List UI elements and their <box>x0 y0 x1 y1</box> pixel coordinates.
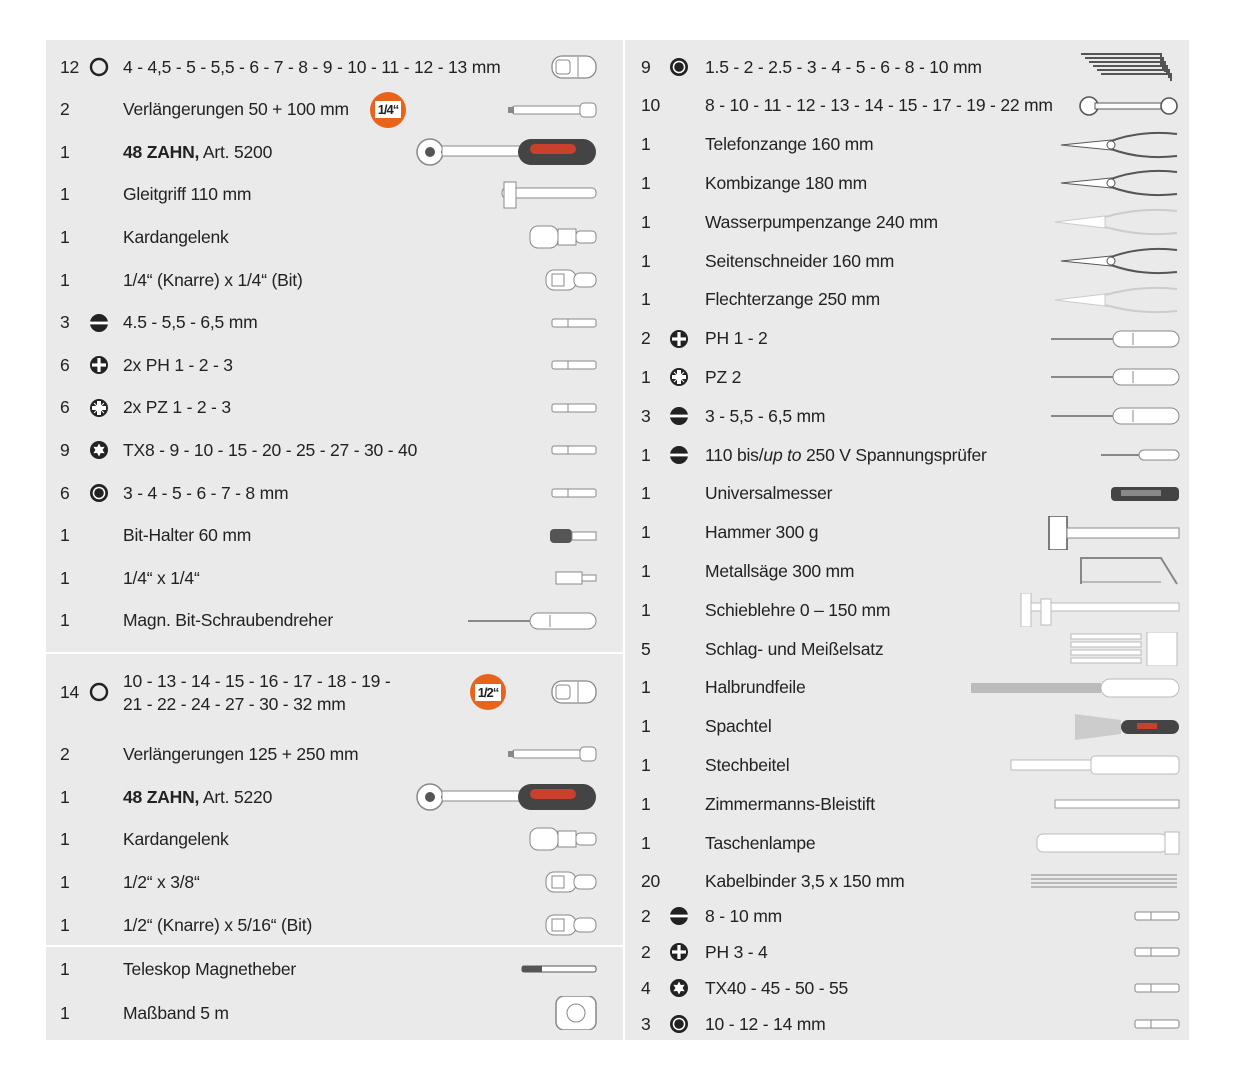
list-item <box>641 475 1181 513</box>
bit-icon <box>378 306 598 345</box>
list-item <box>60 559 598 597</box>
list-item <box>60 994 598 1032</box>
item-quantity: 1 <box>60 610 70 631</box>
item-quantity: 4 <box>641 977 651 998</box>
item-text: Teleskop Magnetheber <box>123 958 297 979</box>
slotted-icon <box>668 905 690 927</box>
list-item <box>641 552 1181 590</box>
adapter-icon <box>378 865 598 904</box>
item-quantity: 1 <box>641 483 651 504</box>
chisels-icon <box>951 632 1181 671</box>
item-quantity: 6 <box>60 482 70 503</box>
item-description <box>705 600 890 621</box>
item-description <box>705 367 741 388</box>
item-quantity: 1 <box>60 567 70 588</box>
item-description <box>705 445 987 466</box>
item-description <box>123 568 200 589</box>
item-quantity: 1 <box>60 269 70 290</box>
item-text: 1/4“ (Knarre) x 1/4“ (Bit) <box>123 269 303 290</box>
list-item <box>60 346 598 384</box>
item-description <box>705 212 938 233</box>
bit-icon <box>951 1007 1181 1046</box>
item-quantity: 1 <box>60 226 70 247</box>
item-text: Maßband 5 m <box>123 1002 229 1023</box>
item-quantity: 9 <box>641 56 651 77</box>
item-description <box>705 251 894 272</box>
list-item <box>60 389 598 427</box>
item-quantity: 1 <box>60 786 70 807</box>
item-description <box>705 406 825 427</box>
item-quantity: 1 <box>641 560 651 581</box>
list-item <box>60 671 598 714</box>
flashlight-icon <box>951 826 1181 865</box>
item-text: PH 1 - 2 <box>705 328 768 349</box>
tester-icon <box>951 438 1181 477</box>
slotted-icon <box>668 405 690 427</box>
item-text: Kombizange 180 mm <box>705 172 867 193</box>
item-description <box>705 561 854 582</box>
item-quantity: 1 <box>641 832 651 853</box>
item-description <box>705 173 867 194</box>
item-description <box>123 312 258 333</box>
list-item <box>641 863 1181 901</box>
item-text-after: 250 V Spannungsprüfer <box>801 444 987 465</box>
item-description <box>123 787 272 808</box>
badge-label: 1/2“ <box>475 684 502 701</box>
item-text: Verlängerungen 50 + 100 mm <box>123 99 349 120</box>
ujoint-icon <box>378 220 598 259</box>
item-description <box>123 610 333 631</box>
list-item <box>60 304 598 342</box>
badge-label: 1/4“ <box>375 101 402 118</box>
item-text: 3 - 4 - 5 - 6 - 7 - 8 mm <box>123 482 289 503</box>
list-item <box>641 630 1181 668</box>
screwdriver-icon <box>951 399 1181 438</box>
item-text-line2: 21 - 22 - 24 - 27 - 30 - 32 mm <box>123 694 346 714</box>
bit-icon <box>378 391 598 430</box>
item-quantity: 6 <box>60 354 70 375</box>
tape-icon <box>378 996 598 1035</box>
list-item <box>641 436 1181 474</box>
screwdriver-icon <box>951 322 1181 361</box>
list-item <box>641 969 1181 1007</box>
tbar-icon <box>378 178 598 217</box>
list-item <box>60 48 598 86</box>
list-item <box>60 602 598 640</box>
item-text: 1/2“ (Knarre) x 5/16“ (Bit) <box>123 914 313 935</box>
saw-icon <box>951 554 1181 593</box>
item-quantity: 2 <box>641 328 651 349</box>
item-quantity: 1 <box>641 754 651 775</box>
item-quantity: 1 <box>60 914 70 935</box>
item-quantity: 2 <box>641 905 651 926</box>
item-text: 8 - 10 mm <box>705 905 782 926</box>
list-item <box>60 735 598 773</box>
item-text: Kabelbinder 3,5 x 150 mm <box>705 871 905 892</box>
extension-icon <box>378 93 598 132</box>
item-quantity: 5 <box>641 638 651 659</box>
adapter-icon <box>378 263 598 302</box>
item-description <box>705 794 875 815</box>
pliers-light-icon <box>951 283 1181 322</box>
item-text: PZ 2 <box>705 366 742 387</box>
item-quantity: 2 <box>60 99 70 120</box>
hex-socket-icon <box>88 681 110 703</box>
item-text: Spachtel <box>705 716 772 737</box>
bit-icon <box>378 476 598 515</box>
item-text: Verlängerungen 125 + 250 mm <box>123 743 359 764</box>
list-item <box>60 431 598 469</box>
item-description <box>705 639 883 660</box>
screwdriver-icon <box>951 360 1181 399</box>
item-text: Magn. Bit-Schraubendreher <box>123 610 333 631</box>
item-text: 3 - 5,5 - 6,5 mm <box>705 405 826 426</box>
item-text: 1.5 - 2 - 2.5 - 3 - 4 - 5 - 6 - 8 - 10 mm <box>705 56 982 77</box>
item-quantity: 20 <box>641 871 661 892</box>
item-quantity: 1 <box>641 366 651 387</box>
item-text: Metallsäge 300 mm <box>705 560 855 581</box>
list-item <box>641 669 1181 707</box>
item-text: Stechbeitel <box>705 754 790 775</box>
list-item <box>60 863 598 901</box>
item-text: 1/2“ x 3/8“ <box>123 871 200 892</box>
adapter-small-icon <box>378 561 598 600</box>
item-description <box>705 755 789 776</box>
item-quantity: 1 <box>641 250 651 271</box>
list-item <box>60 906 598 944</box>
item-text: Bit-Halter 60 mm <box>123 525 252 546</box>
item-text: 10 - 13 - 14 - 15 - 16 - 17 - 18 - 19 - <box>123 671 391 691</box>
list-item <box>641 48 1181 86</box>
item-quantity: 3 <box>60 312 70 333</box>
pliers-icon <box>951 244 1181 283</box>
item-quantity: 2 <box>641 941 651 962</box>
item-description <box>123 99 349 120</box>
pliers-icon <box>951 128 1181 167</box>
item-text: Hammer 300 g <box>705 522 819 543</box>
list-item <box>641 591 1181 629</box>
item-description <box>123 671 390 715</box>
item-quantity: 2 <box>60 743 70 764</box>
item-quantity: 1 <box>641 444 651 465</box>
item-text: 2x PZ 1 - 2 - 3 <box>123 397 231 418</box>
item-description <box>705 1014 826 1035</box>
item-quantity: 3 <box>641 1013 651 1034</box>
item-description <box>123 829 229 850</box>
item-text: TX8 - 9 - 10 - 15 - 20 - 25 - 27 - 30 - 40 <box>123 439 418 460</box>
list-item <box>60 218 598 256</box>
list-item <box>641 824 1181 862</box>
woodchisel-icon <box>951 748 1181 787</box>
caliper-icon <box>951 593 1181 632</box>
list-item <box>641 126 1181 164</box>
item-quantity: 10 <box>641 95 661 116</box>
item-quantity: 1 <box>60 525 70 546</box>
item-text: Gleitgriff 110 mm <box>123 184 252 205</box>
item-description <box>123 872 200 893</box>
item-quantity: 1 <box>60 1002 70 1023</box>
list-item <box>60 820 598 858</box>
hex-icon <box>668 1013 690 1035</box>
pozidriv-icon <box>668 366 690 388</box>
item-text: Kardangelenk <box>123 828 229 849</box>
bit-icon <box>378 433 598 472</box>
telescope-icon <box>378 952 598 991</box>
slotted-icon <box>668 444 690 466</box>
item-description <box>123 744 358 765</box>
item-description <box>123 270 303 291</box>
item-quantity: 1 <box>641 716 651 737</box>
item-text: 1/4“ x 1/4“ <box>123 567 200 588</box>
item-text-italic: up to <box>763 444 802 465</box>
item-text: 10 - 12 - 14 mm <box>705 1013 826 1034</box>
slotted-icon <box>88 312 110 334</box>
hex-icon <box>668 56 690 78</box>
item-text: Kardangelenk <box>123 226 229 247</box>
item-description <box>123 142 272 163</box>
item-quantity: 1 <box>60 141 70 162</box>
item-text: Taschenlampe <box>705 832 816 853</box>
list-item <box>641 708 1181 746</box>
item-text: 110 bis/ <box>705 444 764 465</box>
item-text: Zimmermanns-Bleistift <box>705 793 875 814</box>
item-description <box>705 906 782 927</box>
item-description <box>123 1003 229 1024</box>
item-description <box>705 833 815 854</box>
ratchet-icon <box>378 780 598 819</box>
item-description <box>123 227 229 248</box>
list-item <box>60 91 598 129</box>
pozidriv-icon <box>88 397 110 419</box>
list-item <box>60 474 598 512</box>
item-quantity: 14 <box>60 681 80 702</box>
item-quantity: 1 <box>641 134 651 155</box>
allen-icon <box>951 50 1181 89</box>
item-quantity: 9 <box>60 439 70 460</box>
item-description <box>705 677 806 698</box>
list-item <box>641 164 1181 202</box>
item-quantity: 1 <box>641 522 651 543</box>
item-quantity: 1 <box>641 599 651 620</box>
list-item <box>641 897 1181 935</box>
item-quantity: 3 <box>641 405 651 426</box>
item-description <box>705 57 982 78</box>
list-item <box>60 950 598 988</box>
list-item <box>641 320 1181 358</box>
item-description <box>705 134 873 155</box>
bitholder-icon <box>378 519 598 558</box>
socket-icon <box>378 50 598 89</box>
torx-icon <box>668 977 690 999</box>
item-description <box>705 483 832 504</box>
ujoint-icon <box>378 822 598 861</box>
item-text: Art. 5200 <box>199 141 273 162</box>
item-text: PH 3 - 4 <box>705 941 768 962</box>
item-quantity: 1 <box>60 828 70 849</box>
screwdriver-icon <box>378 604 598 643</box>
adapter-icon <box>378 908 598 947</box>
item-text: TX40 - 45 - 50 - 55 <box>705 977 849 998</box>
item-text: Telefonzange 160 mm <box>705 134 874 155</box>
item-quantity: 1 <box>641 211 651 232</box>
item-text: Wasserpumpenzange 240 mm <box>705 211 938 232</box>
divider-left-1 <box>46 652 623 654</box>
item-text: Universalmesser <box>705 483 833 504</box>
list-item <box>60 778 598 816</box>
item-text: 2x PH 1 - 2 - 3 <box>123 354 233 375</box>
item-description <box>123 525 251 546</box>
item-description <box>705 942 768 963</box>
item-quantity: 1 <box>641 172 651 193</box>
knife-icon <box>951 477 1181 516</box>
item-quantity: 1 <box>60 184 70 205</box>
item-description <box>123 184 251 205</box>
item-text: Flechterzange 250 mm <box>705 289 880 310</box>
item-quantity: 1 <box>641 677 651 698</box>
item-quantity: 12 <box>60 56 80 77</box>
item-text: Art. 5220 <box>199 786 273 807</box>
item-description <box>123 355 233 376</box>
list-item <box>60 133 598 171</box>
list-item <box>641 933 1181 971</box>
item-description <box>123 440 417 461</box>
torx-icon <box>88 439 110 461</box>
item-description <box>705 716 772 737</box>
item-description <box>123 959 296 980</box>
list-item <box>641 514 1181 552</box>
item-text: Schlag- und Meißelsatz <box>705 638 884 659</box>
item-quantity: 1 <box>641 793 651 814</box>
list-item <box>641 281 1181 319</box>
list-item <box>641 397 1181 435</box>
item-quantity: 1 <box>641 289 651 310</box>
item-text: Schieblehre 0 – 150 mm <box>705 599 891 620</box>
list-item <box>641 746 1181 784</box>
ratchet-icon <box>378 135 598 174</box>
bit-icon <box>378 348 598 387</box>
list-item <box>641 203 1181 241</box>
list-item <box>641 87 1181 125</box>
item-quantity: 1 <box>60 871 70 892</box>
phillips-icon <box>88 354 110 376</box>
list-item <box>641 242 1181 280</box>
phillips-icon <box>668 328 690 350</box>
pliers-icon <box>951 166 1181 205</box>
list-item <box>60 517 598 555</box>
phillips-icon <box>668 941 690 963</box>
socket-icon <box>378 675 598 714</box>
item-text: Halbrundfeile <box>705 677 806 698</box>
item-quantity: 6 <box>60 397 70 418</box>
item-description <box>705 522 818 543</box>
item-text: Seitenschneider 160 mm <box>705 250 895 271</box>
item-description <box>123 397 231 418</box>
item-description <box>705 328 768 349</box>
list-item <box>641 358 1181 396</box>
wrench-icon <box>951 89 1181 128</box>
list-item <box>60 176 598 214</box>
item-text: 4 - 4,5 - 5 - 5,5 - 6 - 7 - 8 - 9 - 10 - 11 - 12 - 13 mm <box>123 56 501 77</box>
item-description <box>123 483 288 504</box>
pencil-icon <box>951 787 1181 826</box>
item-description <box>123 915 312 936</box>
item-description <box>705 289 880 310</box>
item-description <box>705 871 904 892</box>
item-text: 8 - 10 - 11 - 12 - 13 - 14 - 15 - 17 - 19 - 22 mm <box>705 95 1053 116</box>
item-brand: 48 ZAHN, <box>123 141 200 162</box>
item-text: 4.5 - 5,5 - 6,5 mm <box>123 312 258 333</box>
item-brand: 48 ZAHN, <box>123 786 200 807</box>
item-description <box>705 978 848 999</box>
list-item <box>60 261 598 299</box>
list-item <box>641 785 1181 823</box>
file-icon <box>951 671 1181 710</box>
item-quantity: 1 <box>60 958 70 979</box>
extension-icon <box>378 737 598 776</box>
hex-icon <box>88 482 110 504</box>
spatula-icon <box>951 710 1181 749</box>
hammer-icon <box>951 516 1181 555</box>
pliers-light-icon <box>951 205 1181 244</box>
hex-socket-icon <box>88 56 110 78</box>
list-item <box>641 1005 1181 1043</box>
